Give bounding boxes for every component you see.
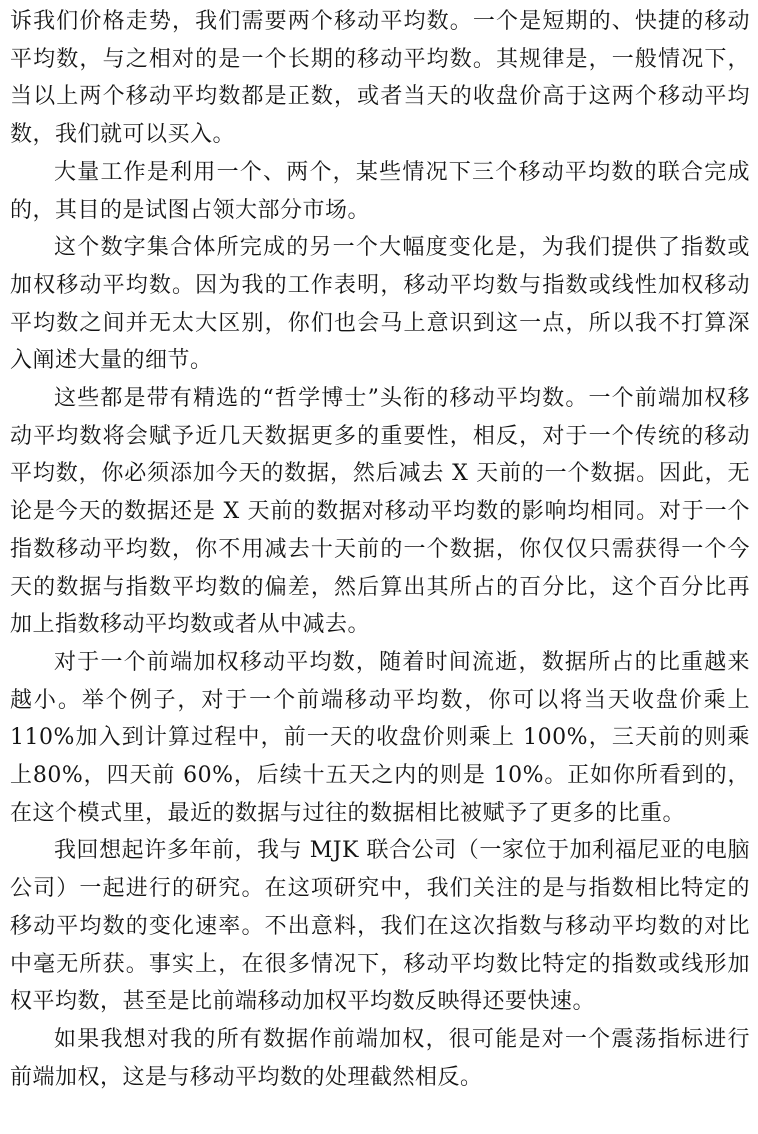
paragraph-1: 诉我们价格走势，我们需要两个移动平均数。一个是短期的、快捷的移动平均数，与之相对的是一个长期的移动平均数。其规律是，一般情况下，当以上两个移动平均数都是正数，或者当天的收盘价高于这两个移动平均数，我们就可以买入。 — [10, 9, 750, 148]
paragraph-5: 对于一个前端加权移动平均数，随着时间流逝，数据所占的比重越来越小。举个例子，对于一个前端移动平均数，你可以将当天收盘价乘上110%加入到计算过程中，前一天的收盘价则乘上 100%，三天前的则乘上80%，四天前 60%，后续十五天之内的则是 10%。正如你所看到的，在这个模式里，最近的数据与过往的数据相比被赋予了更多的比重。 — [10, 649, 750, 826]
paragraph-4: 这些都是带有精选的“哲学博士”头衔的移动平均数。一个前端加权移动平均数将会赋予近几天数据更多的重要性，相反，对于一个传统的移动平均数，你必须添加今天的数据，然后减去 X 天前的一个数据。因此，无论是今天的数据还是 X 天前的数据对移动平均数的影响均相同。对于一个指数移动平均数，你不用减去十天前的一个数据，你仅仅只需获得一个今天的数据与指数平均数的偏差，然后算出其所占的百分比，这个百分比再加上指数移动平均数或者从中减去。 — [10, 386, 750, 638]
document-page — [10, 3, 750, 1096]
paragraph-3: 这个数字集合体所完成的另一个大幅度变化是，为我们提供了指数或加权移动平均数。因为我的工作表明，移动平均数与指数或线性加权移动平均数之间并无太大区别，你们也会马上意识到这一点，所以我不打算深入阐述大量的细节。 — [10, 235, 750, 374]
paragraph-6: 我回想起许多年前，我与 MJK 联合公司（一家位于加利福尼亚的电脑公司）一起进行的研究。在这项研究中，我们关注的是与指数相比特定的移动平均数的变化速率。不出意料，我们在这次指数与移动平均数的对比中毫无所获。事实上，在很多情况下，移动平均数比特定的指数或线形加权平均数，甚至是比前端移动加权平均数反映得还要快速。 — [10, 838, 750, 1015]
paragraph-7: 如果我想对我的所有数据作前端加权，很可能是对一个震荡指标进行前端加权，这是与移动平均数的处理截然相反。 — [10, 1026, 750, 1090]
paragraph-2: 大量工作是利用一个、两个，某些情况下三个移动平均数的联合完成的，其目的是试图占领大部分市场。 — [10, 159, 750, 223]
